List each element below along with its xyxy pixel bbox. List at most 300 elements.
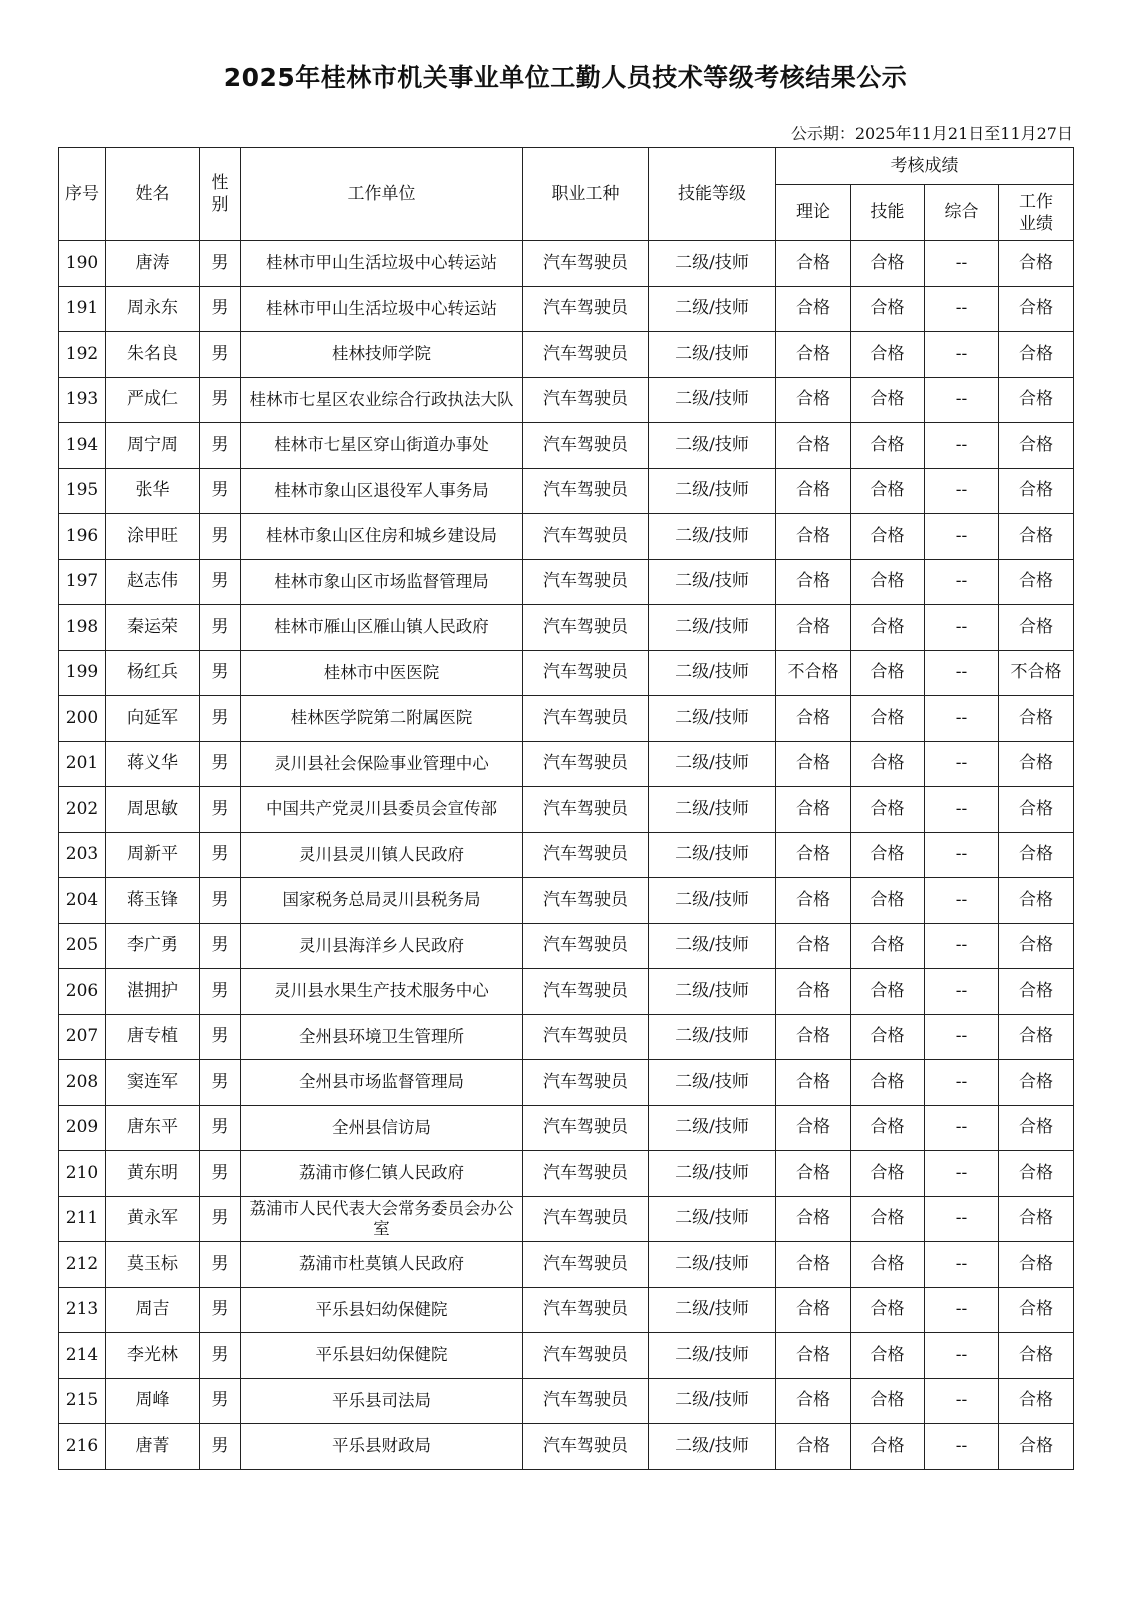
cell-job: 汽车驾驶员 (523, 1242, 649, 1288)
cell-name: 张华 (106, 468, 200, 514)
cell-name: 蒋义华 (106, 741, 200, 787)
table-row (59, 377, 1074, 423)
cell-job: 汽车驾驶员 (523, 605, 649, 651)
header-seq: 序号 (59, 148, 106, 241)
cell-unit: 桂林市象山区退役军人事务局 (241, 468, 523, 514)
cell-seq: 190 (59, 241, 106, 287)
header-results: 考核成绩 (776, 148, 1074, 185)
cell-unit: 桂林市七星区穿山街道办事处 (241, 423, 523, 469)
header-level: 技能等级 (649, 148, 776, 241)
cell-work: 合格 (999, 923, 1074, 969)
cell-job: 汽车驾驶员 (523, 1378, 649, 1424)
cell-name: 李光林 (106, 1333, 200, 1379)
cell-seq: 198 (59, 605, 106, 651)
cell-gender: 男 (200, 1424, 241, 1470)
cell-skill: 合格 (851, 1014, 925, 1060)
cell-work: 合格 (999, 741, 1074, 787)
table-row (59, 286, 1074, 332)
cell-skill: 合格 (851, 832, 925, 878)
cell-job: 汽车驾驶员 (523, 923, 649, 969)
cell-work: 合格 (999, 1378, 1074, 1424)
cell-gender: 男 (200, 377, 241, 423)
cell-seq: 204 (59, 878, 106, 924)
cell-level: 二级/技师 (649, 1014, 776, 1060)
cell-level: 二级/技师 (649, 1060, 776, 1106)
cell-name: 唐专植 (106, 1014, 200, 1060)
cell-gender: 男 (200, 514, 241, 560)
cell-comprehensive: -- (925, 468, 999, 514)
cell-level: 二级/技师 (649, 1105, 776, 1151)
header-job: 职业工种 (523, 148, 649, 241)
cell-seq: 199 (59, 650, 106, 696)
table-row (59, 605, 1074, 651)
cell-seq: 212 (59, 1242, 106, 1288)
cell-name: 黄永军 (106, 1196, 200, 1242)
cell-skill: 合格 (851, 1287, 925, 1333)
cell-seq: 211 (59, 1196, 106, 1242)
cell-work: 合格 (999, 1424, 1074, 1470)
header-work-bottom: 业绩 (1019, 213, 1053, 234)
header-theory: 理论 (776, 185, 851, 241)
cell-gender: 男 (200, 423, 241, 469)
cell-seq: 202 (59, 787, 106, 833)
cell-seq: 205 (59, 923, 106, 969)
cell-comprehensive: -- (925, 923, 999, 969)
cell-skill: 合格 (851, 1196, 925, 1242)
cell-work: 合格 (999, 1060, 1074, 1106)
cell-seq: 196 (59, 514, 106, 560)
cell-skill: 合格 (851, 605, 925, 651)
table-row (59, 696, 1074, 742)
cell-work: 合格 (999, 1333, 1074, 1379)
cell-seq: 201 (59, 741, 106, 787)
cell-seq: 206 (59, 969, 106, 1015)
cell-gender: 男 (200, 468, 241, 514)
header-gender-top: 性 (211, 173, 229, 193)
cell-gender: 男 (200, 605, 241, 651)
cell-job: 汽车驾驶员 (523, 741, 649, 787)
cell-skill: 合格 (851, 923, 925, 969)
cell-work: 合格 (999, 559, 1074, 605)
cell-gender: 男 (200, 741, 241, 787)
table-row (59, 241, 1074, 287)
cell-gender: 男 (200, 1333, 241, 1379)
cell-work: 合格 (999, 1014, 1074, 1060)
cell-theory: 不合格 (776, 650, 851, 696)
cell-job: 汽车驾驶员 (523, 241, 649, 287)
table-row (59, 832, 1074, 878)
cell-job: 汽车驾驶员 (523, 332, 649, 378)
cell-job: 汽车驾驶员 (523, 1014, 649, 1060)
cell-skill: 合格 (851, 878, 925, 924)
cell-seq: 192 (59, 332, 106, 378)
page-title: 2025年桂林市机关事业单位工勤人员技术等级考核结果公示 (223, 63, 908, 92)
cell-level: 二级/技师 (649, 1287, 776, 1333)
cell-gender: 男 (200, 1242, 241, 1288)
cell-seq: 194 (59, 423, 106, 469)
cell-comprehensive: -- (925, 696, 999, 742)
cell-comprehensive: -- (925, 605, 999, 651)
cell-comprehensive: -- (925, 1105, 999, 1151)
results-table (58, 147, 1074, 1470)
table-row (59, 1014, 1074, 1060)
header-unit: 工作单位 (241, 148, 523, 241)
cell-gender: 男 (200, 878, 241, 924)
cell-comprehensive: -- (925, 241, 999, 287)
cell-theory: 合格 (776, 1105, 851, 1151)
cell-gender: 男 (200, 332, 241, 378)
cell-job: 汽车驾驶员 (523, 787, 649, 833)
cell-seq: 191 (59, 286, 106, 332)
cell-unit: 灵川县灵川镇人民政府 (241, 832, 523, 878)
cell-level: 二级/技师 (649, 923, 776, 969)
cell-skill: 合格 (851, 514, 925, 560)
cell-name: 周新平 (106, 832, 200, 878)
cell-level: 二级/技师 (649, 605, 776, 651)
cell-gender: 男 (200, 1196, 241, 1242)
cell-skill: 合格 (851, 650, 925, 696)
cell-theory: 合格 (776, 878, 851, 924)
cell-comprehensive: -- (925, 969, 999, 1015)
cell-skill: 合格 (851, 1151, 925, 1197)
cell-theory: 合格 (776, 923, 851, 969)
table-row (59, 1287, 1074, 1333)
cell-comprehensive: -- (925, 741, 999, 787)
cell-theory: 合格 (776, 605, 851, 651)
table-row (59, 923, 1074, 969)
cell-work: 合格 (999, 1151, 1074, 1197)
cell-job: 汽车驾驶员 (523, 1424, 649, 1470)
cell-level: 二级/技师 (649, 650, 776, 696)
cell-name: 周宁周 (106, 423, 200, 469)
table-body (59, 241, 1074, 1470)
cell-unit: 全州县信访局 (241, 1105, 523, 1151)
cell-theory: 合格 (776, 332, 851, 378)
cell-work: 合格 (999, 1105, 1074, 1151)
cell-skill: 合格 (851, 241, 925, 287)
cell-seq: 203 (59, 832, 106, 878)
cell-unit: 中国共产党灵川县委员会宣传部 (241, 787, 523, 833)
cell-theory: 合格 (776, 468, 851, 514)
cell-unit: 灵川县水果生产技术服务中心 (241, 969, 523, 1015)
cell-work: 合格 (999, 1196, 1074, 1242)
cell-skill: 合格 (851, 1378, 925, 1424)
cell-name: 李广勇 (106, 923, 200, 969)
table-row (59, 514, 1074, 560)
cell-level: 二级/技师 (649, 332, 776, 378)
cell-gender: 男 (200, 832, 241, 878)
cell-unit: 桂林市甲山生活垃圾中心转运站 (241, 286, 523, 332)
cell-unit: 荔浦市杜莫镇人民政府 (241, 1242, 523, 1288)
cell-theory: 合格 (776, 1242, 851, 1288)
cell-comprehensive: -- (925, 423, 999, 469)
cell-level: 二级/技师 (649, 1151, 776, 1197)
cell-work: 合格 (999, 878, 1074, 924)
cell-comprehensive: -- (925, 832, 999, 878)
cell-comprehensive: -- (925, 1333, 999, 1379)
cell-skill: 合格 (851, 1242, 925, 1288)
cell-name: 赵志伟 (106, 559, 200, 605)
cell-gender: 男 (200, 1105, 241, 1151)
cell-level: 二级/技师 (649, 878, 776, 924)
cell-unit: 全州县环境卫生管理所 (241, 1014, 523, 1060)
table-row (59, 741, 1074, 787)
cell-name: 秦运荣 (106, 605, 200, 651)
cell-unit: 平乐县妇幼保健院 (241, 1333, 523, 1379)
cell-unit: 灵川县社会保险事业管理中心 (241, 741, 523, 787)
cell-job: 汽车驾驶员 (523, 559, 649, 605)
table-row (59, 1105, 1074, 1151)
header-skill: 技能 (851, 185, 925, 241)
cell-comprehensive: -- (925, 650, 999, 696)
cell-skill: 合格 (851, 286, 925, 332)
cell-theory: 合格 (776, 1333, 851, 1379)
cell-name: 蒋玉锋 (106, 878, 200, 924)
cell-unit: 桂林市雁山区雁山镇人民政府 (241, 605, 523, 651)
cell-level: 二级/技师 (649, 741, 776, 787)
table-row (59, 878, 1074, 924)
cell-work: 合格 (999, 286, 1074, 332)
table-row (59, 1151, 1074, 1197)
cell-job: 汽车驾驶员 (523, 1196, 649, 1242)
cell-seq: 208 (59, 1060, 106, 1106)
cell-name: 唐涛 (106, 241, 200, 287)
cell-unit: 荔浦市人民代表大会常务委员会办公室 (241, 1196, 523, 1242)
cell-skill: 合格 (851, 377, 925, 423)
cell-seq: 213 (59, 1287, 106, 1333)
cell-theory: 合格 (776, 423, 851, 469)
cell-comprehensive: -- (925, 787, 999, 833)
cell-work: 合格 (999, 514, 1074, 560)
cell-theory: 合格 (776, 241, 851, 287)
cell-unit: 桂林技师学院 (241, 332, 523, 378)
cell-unit: 国家税务总局灵川县税务局 (241, 878, 523, 924)
cell-gender: 男 (200, 1060, 241, 1106)
cell-seq: 193 (59, 377, 106, 423)
cell-comprehensive: -- (925, 878, 999, 924)
table-row (59, 650, 1074, 696)
cell-theory: 合格 (776, 696, 851, 742)
cell-unit: 平乐县财政局 (241, 1424, 523, 1470)
table-row (59, 1424, 1074, 1470)
cell-job: 汽车驾驶员 (523, 377, 649, 423)
table-row (59, 969, 1074, 1015)
cell-gender: 男 (200, 1014, 241, 1060)
cell-level: 二级/技师 (649, 1424, 776, 1470)
cell-name: 窦连军 (106, 1060, 200, 1106)
header-gender (200, 148, 241, 241)
cell-theory: 合格 (776, 741, 851, 787)
cell-name: 涂甲旺 (106, 514, 200, 560)
cell-skill: 合格 (851, 1105, 925, 1151)
cell-seq: 207 (59, 1014, 106, 1060)
cell-skill: 合格 (851, 696, 925, 742)
cell-theory: 合格 (776, 1424, 851, 1470)
table-row (59, 787, 1074, 833)
cell-seq: 200 (59, 696, 106, 742)
cell-unit: 桂林市中医医院 (241, 650, 523, 696)
cell-job: 汽车驾驶员 (523, 1060, 649, 1106)
cell-job: 汽车驾驶员 (523, 423, 649, 469)
cell-theory: 合格 (776, 1014, 851, 1060)
cell-gender: 男 (200, 1287, 241, 1333)
cell-work: 合格 (999, 468, 1074, 514)
cell-comprehensive: -- (925, 1287, 999, 1333)
cell-comprehensive: -- (925, 1060, 999, 1106)
table-row (59, 1060, 1074, 1106)
cell-unit: 荔浦市修仁镇人民政府 (241, 1151, 523, 1197)
cell-comprehensive: -- (925, 377, 999, 423)
cell-name: 杨红兵 (106, 650, 200, 696)
cell-theory: 合格 (776, 1196, 851, 1242)
cell-seq: 210 (59, 1151, 106, 1197)
cell-level: 二级/技师 (649, 468, 776, 514)
cell-level: 二级/技师 (649, 969, 776, 1015)
cell-theory: 合格 (776, 559, 851, 605)
table-row (59, 332, 1074, 378)
cell-skill: 合格 (851, 423, 925, 469)
cell-name: 周思敏 (106, 787, 200, 833)
cell-unit: 平乐县妇幼保健院 (241, 1287, 523, 1333)
cell-work: 合格 (999, 787, 1074, 833)
cell-theory: 合格 (776, 1378, 851, 1424)
cell-name: 朱名良 (106, 332, 200, 378)
cell-name: 唐东平 (106, 1105, 200, 1151)
cell-work: 合格 (999, 1242, 1074, 1288)
table-row (59, 1378, 1074, 1424)
cell-name: 莫玉标 (106, 1242, 200, 1288)
cell-comprehensive: -- (925, 1196, 999, 1242)
cell-seq: 214 (59, 1333, 106, 1379)
cell-theory: 合格 (776, 1287, 851, 1333)
cell-level: 二级/技师 (649, 1333, 776, 1379)
cell-theory: 合格 (776, 514, 851, 560)
cell-skill: 合格 (851, 468, 925, 514)
cell-name: 湛拥护 (106, 969, 200, 1015)
cell-theory: 合格 (776, 969, 851, 1015)
cell-gender: 男 (200, 969, 241, 1015)
cell-job: 汽车驾驶员 (523, 832, 649, 878)
cell-level: 二级/技师 (649, 377, 776, 423)
table-row (59, 423, 1074, 469)
cell-level: 二级/技师 (649, 1196, 776, 1242)
cell-skill: 合格 (851, 1060, 925, 1106)
publicity-period: 公示期：2025年11月21日至11月27日 (790, 124, 1073, 143)
cell-seq: 216 (59, 1424, 106, 1470)
cell-work: 合格 (999, 696, 1074, 742)
cell-comprehensive: -- (925, 286, 999, 332)
cell-level: 二级/技师 (649, 787, 776, 833)
cell-theory: 合格 (776, 832, 851, 878)
cell-unit: 全州县市场监督管理局 (241, 1060, 523, 1106)
cell-skill: 合格 (851, 559, 925, 605)
cell-skill: 合格 (851, 1424, 925, 1470)
cell-gender: 男 (200, 696, 241, 742)
cell-theory: 合格 (776, 1060, 851, 1106)
table-row (59, 1196, 1074, 1242)
cell-level: 二级/技师 (649, 423, 776, 469)
cell-unit: 桂林医学院第二附属医院 (241, 696, 523, 742)
cell-name: 向延军 (106, 696, 200, 742)
cell-work: 合格 (999, 1287, 1074, 1333)
cell-level: 二级/技师 (649, 559, 776, 605)
cell-work: 合格 (999, 241, 1074, 287)
cell-work: 合格 (999, 832, 1074, 878)
cell-job: 汽车驾驶员 (523, 1287, 649, 1333)
header-name: 姓名 (106, 148, 200, 241)
cell-level: 二级/技师 (649, 286, 776, 332)
cell-job: 汽车驾驶员 (523, 969, 649, 1015)
cell-comprehensive: -- (925, 332, 999, 378)
cell-skill: 合格 (851, 741, 925, 787)
cell-skill: 合格 (851, 1333, 925, 1379)
cell-name: 黄东明 (106, 1151, 200, 1197)
cell-gender: 男 (200, 241, 241, 287)
cell-unit: 桂林市象山区市场监督管理局 (241, 559, 523, 605)
cell-unit: 平乐县司法局 (241, 1378, 523, 1424)
cell-job: 汽车驾驶员 (523, 878, 649, 924)
cell-work: 合格 (999, 605, 1074, 651)
cell-comprehensive: -- (925, 1151, 999, 1197)
cell-comprehensive: -- (925, 1242, 999, 1288)
cell-level: 二级/技师 (649, 832, 776, 878)
cell-level: 二级/技师 (649, 1378, 776, 1424)
cell-level: 二级/技师 (649, 1242, 776, 1288)
cell-job: 汽车驾驶员 (523, 1333, 649, 1379)
cell-comprehensive: -- (925, 1014, 999, 1060)
table-row (59, 559, 1074, 605)
cell-name: 周吉 (106, 1287, 200, 1333)
cell-level: 二级/技师 (649, 241, 776, 287)
cell-theory: 合格 (776, 1151, 851, 1197)
cell-unit: 桂林市七星区农业综合行政执法大队 (241, 377, 523, 423)
table-row (59, 1242, 1074, 1288)
cell-name: 周峰 (106, 1378, 200, 1424)
cell-gender: 男 (200, 1378, 241, 1424)
cell-work: 不合格 (999, 650, 1074, 696)
header-gender-bottom: 别 (211, 195, 229, 215)
cell-job: 汽车驾驶员 (523, 696, 649, 742)
cell-seq: 215 (59, 1378, 106, 1424)
cell-work: 合格 (999, 377, 1074, 423)
cell-job: 汽车驾驶员 (523, 286, 649, 332)
cell-comprehensive: -- (925, 1378, 999, 1424)
cell-job: 汽车驾驶员 (523, 1151, 649, 1197)
cell-gender: 男 (200, 559, 241, 605)
table-row (59, 468, 1074, 514)
cell-seq: 195 (59, 468, 106, 514)
cell-unit: 灵川县海洋乡人民政府 (241, 923, 523, 969)
cell-theory: 合格 (776, 787, 851, 833)
cell-theory: 合格 (776, 286, 851, 332)
cell-seq: 197 (59, 559, 106, 605)
cell-job: 汽车驾驶员 (523, 514, 649, 560)
header-work (999, 185, 1074, 241)
cell-gender: 男 (200, 787, 241, 833)
header-work-top: 工作 (1019, 191, 1053, 212)
cell-work: 合格 (999, 969, 1074, 1015)
cell-skill: 合格 (851, 969, 925, 1015)
cell-job: 汽车驾驶员 (523, 650, 649, 696)
cell-level: 二级/技师 (649, 514, 776, 560)
cell-name: 严成仁 (106, 377, 200, 423)
cell-comprehensive: -- (925, 514, 999, 560)
cell-job: 汽车驾驶员 (523, 1105, 649, 1151)
cell-theory: 合格 (776, 377, 851, 423)
cell-comprehensive: -- (925, 559, 999, 605)
cell-unit: 桂林市甲山生活垃圾中心转运站 (241, 241, 523, 287)
cell-work: 合格 (999, 332, 1074, 378)
